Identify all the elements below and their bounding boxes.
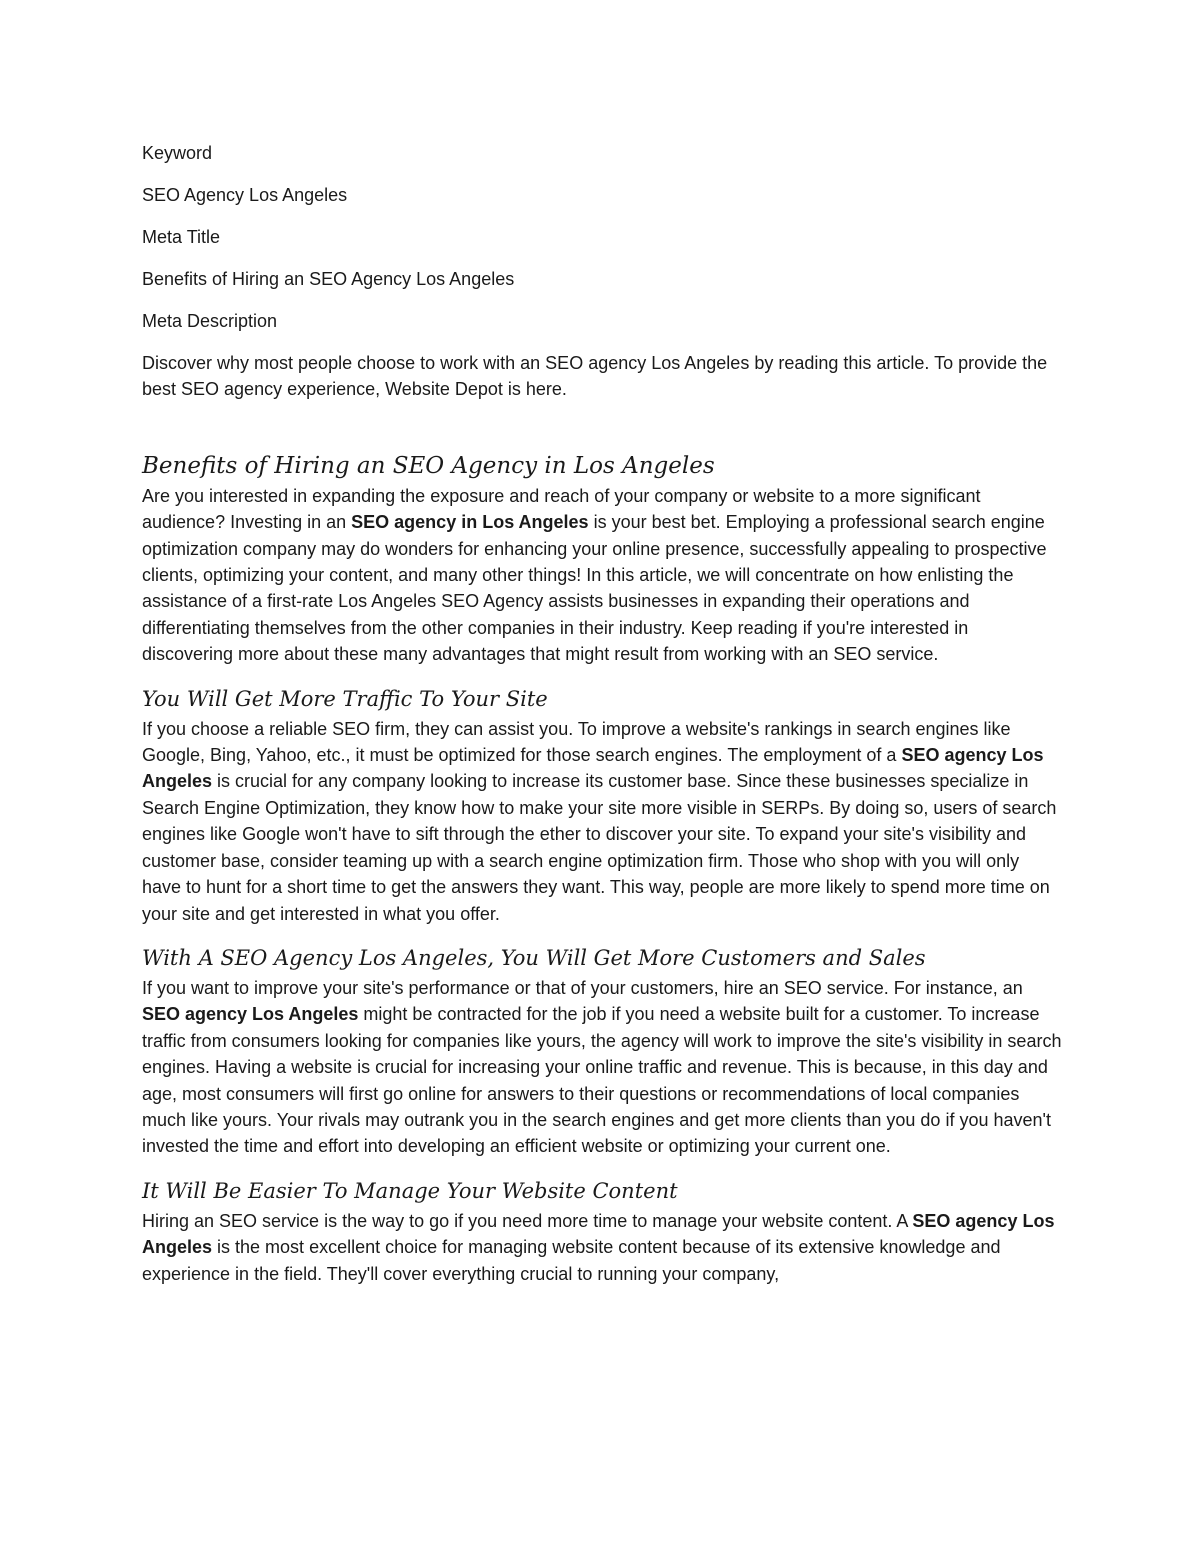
section-paragraph-customers xyxy=(142,975,1062,1160)
meta-description-label: Meta Description xyxy=(142,311,278,331)
section-heading-content: It Will Be Easier To Manage Your Website Content xyxy=(142,1178,678,1203)
intro-paragraph xyxy=(142,483,1062,668)
section-bold-keyword: SEO agency Los Angeles xyxy=(142,1004,359,1025)
intro-text-2: is your best bet. Employing a professional search engine optimization company may do wonders for enhancing your online presence, successfully appealing to prospective clients, optimizing your content, and many other things! In this article, we will concentrate on how enlisting the assistance of a first-rate Los Angeles SEO Agency assists businesses in expanding their operations and differentiating themselves from the other companies in their industry. Keep reading if you're interested in discovering more about these many advantages that might result from working with an SEO service. xyxy=(142,512,1047,665)
keyword-value: SEO Agency Los Angeles xyxy=(142,185,348,205)
section-text: If you want to improve your site's performance or that of your customers, hire an SEO service. For instance, an xyxy=(142,977,1023,998)
meta-description-value: Discover why most people choose to work with an SEO agency Los Angeles by reading this article. To provide the best SEO agency experience, Website Depot is here. xyxy=(142,353,1048,400)
meta-title-value: Benefits of Hiring an SEO Agency Los Angeles xyxy=(142,269,515,289)
section-text: might be contracted for the job if you need a website built for a customer. To increase traffic from consumers looking for companies like yours, the agency will work to improve the site's visibility in search engines. Having a website is crucial for increasing your online traffic and revenue. This is because, in this day and age, most consumers will first go online for answers to their questions or recommendations of local companies much like yours. Your rivals may outrank you in the search engines and get more clients than you do if you haven't invested the time and effort into developing an efficient website or optimizing your current one. xyxy=(142,1004,1062,1157)
meta-title-label: Meta Title xyxy=(142,227,221,247)
intro-bold-keyword: SEO agency in Los Angeles xyxy=(351,512,589,533)
section-bold-keyword: SEO agency Los Angeles xyxy=(142,1210,1055,1258)
intro-text-1: Are you interested in expanding the exposure and reach of your company or website to a more significant audience? Investing in an xyxy=(142,485,981,533)
section-text: is crucial for any company looking to increase its customer base. Since these businesses specialize in Search Engine Optimization, they know how to make your site more visible in SERPs. By doing so, users of search engines like Google won't have to sift through the ether to discover your site. To expand your site's visibility and customer base, consider teaming up with a search engine optimization firm. Those who shop with you will only have to hunt for a short time to get the answers they want. This way, people are more likely to spend more time on your site and get interested in what you offer. xyxy=(142,771,1057,924)
section-heading-traffic: You Will Get More Traffic To Your Site xyxy=(142,686,548,711)
section-text: If you choose a reliable SEO firm, they can assist you. To improve a website's rankings in search engines like Google, Bing, Yahoo, etc., it must be optimized for those search engines. The employment of a xyxy=(142,718,1011,766)
article-title: Benefits of Hiring an SEO Agency in Los Angeles xyxy=(142,452,715,479)
document-page xyxy=(142,140,1062,1287)
section-text: is the most excellent choice for managing website content because of its extensive knowledge and experience in the field. They'll cover everything crucial to running your company, xyxy=(142,1237,1001,1284)
section-bold-keyword: SEO agency Los Angeles xyxy=(142,745,1044,792)
keyword-label: Keyword xyxy=(142,143,213,163)
section-heading-customers: With A SEO Agency Los Angeles, You Will Get More Customers and Sales xyxy=(142,945,926,970)
section-text: Hiring an SEO service is the way to go if you need more time to manage your website content. A xyxy=(142,1210,913,1231)
section-paragraph-content xyxy=(142,1208,1062,1287)
section-paragraph-traffic xyxy=(142,716,1062,927)
